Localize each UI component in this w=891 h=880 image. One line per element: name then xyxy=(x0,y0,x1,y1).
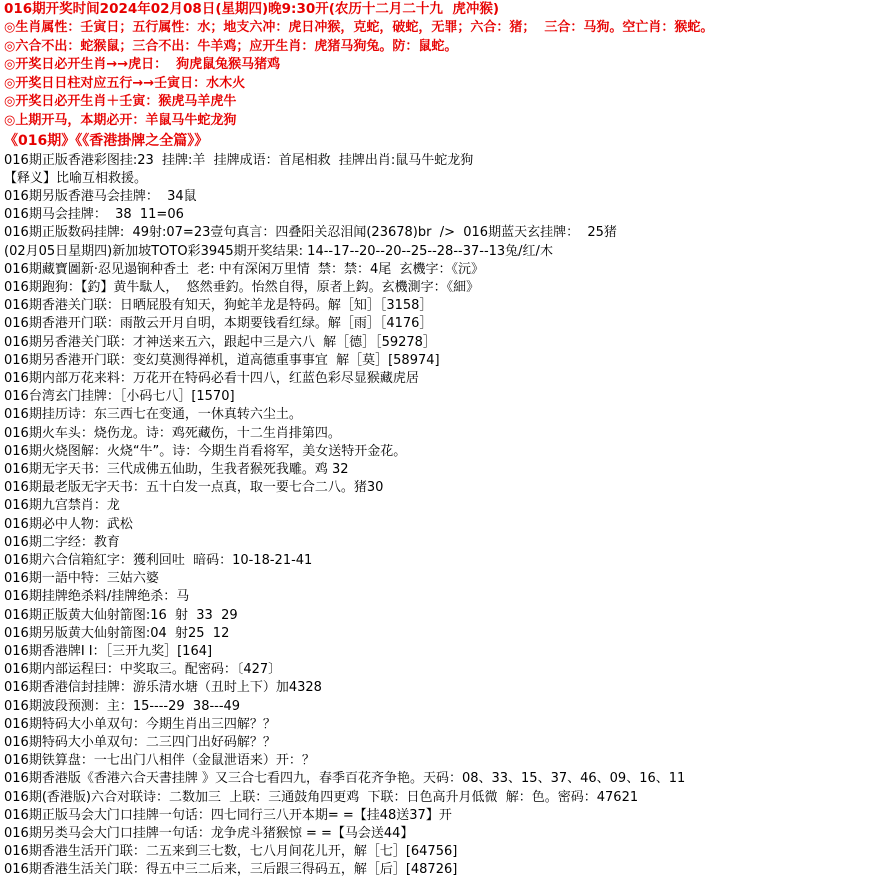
content-line: 016期正版数码挂牌: 49射:07=23壹句真言：四叠阳关忍泪闻(23678)br /> 016期蓝天玄挂牌： 25猪 xyxy=(4,225,617,241)
content-line: 016期挂牌绝杀料/挂牌绝杀：马 xyxy=(4,589,190,605)
content-line: 016期火烧图解：火烧“牛”。诗：今期生肖看将军，美女送特开金花。 xyxy=(4,443,407,459)
content-line: 【释义】比喻互相救援。 xyxy=(4,170,148,186)
content-line: 016期香港牌I I：［三开九奖］[164] xyxy=(4,644,213,660)
header-line: ◎生肖属性：壬寅日；五行属性：水；地支六冲：虎日冲猴，克蛇，破蛇，无罪；六合：猪； 三合：马狗。空亡肖：猴蛇。 xyxy=(4,20,714,35)
content-line: 016期火车头：烧伤龙。诗：鸡死藏伤，十二生肖排第四。 xyxy=(4,425,341,441)
content-line: 016期特码大小单双句：今期生肖出三四解？？ xyxy=(4,716,276,732)
header-line: ◎开奖日必开生肖→→虎日： 狗虎鼠兔猴马猪鸡 xyxy=(4,57,281,73)
content-line: 016期必中人物：武松 xyxy=(4,516,133,532)
content-line: 016期波段预测：主：15----29 38---49 xyxy=(4,698,241,714)
content-line: 016期香港生活开门联：二五来到三七数，七八月间花儿开，解［七］[64756] xyxy=(4,844,458,860)
content-line: 016期内部万花来料：万花开在特码必看十四八，红蓝色彩尽显猴藏虎居 xyxy=(4,371,419,386)
content-line: 016期正版黄大仙射箭图:16 射 33 29 xyxy=(4,607,238,623)
header-line: ◎上期开马，本期必开：羊鼠马牛蛇龙狗 xyxy=(4,112,237,128)
content-line: 016期正版香港彩图挂:23 挂牌:羊 挂牌成语：首尾相救 挂牌出肖:鼠马牛蛇龙狗 xyxy=(4,152,474,168)
content-line: 016期跑狗：【釣】黄牛駄人， 悠然垂釣。怡然自得，原者上鈎。玄機測字：《細》 xyxy=(4,279,480,295)
header-line: 016期开奖时间2024年02月08日(星期四)晚9:30开(农历十二月二十九 虎冲猴) xyxy=(4,1,499,17)
content-line: 016期特码大小单双句：二三四门出好码解？？ xyxy=(4,735,276,751)
content-line: (02月05日星期四)新加坡TOTO彩3945期开奖结果: 14--17--20--20--25--28--37--13兔/红/木 xyxy=(4,243,553,259)
content-line: 016期另香港关门联：才神送来五六，跟起中三是六八 解［德］［59278］ xyxy=(4,334,436,350)
content-line: 016期最老版无字天书：五十白发一点真，取一要七合二八。猪30 xyxy=(4,480,384,496)
header-block xyxy=(0,0,891,131)
body-block xyxy=(0,152,891,880)
header-line: ◎六合不出：蛇猴鼠；三合不出：牛羊鸡；应开生肖：虎猪马狗兔。防：鼠蛇。 xyxy=(4,38,458,54)
content-line: 016台湾玄门挂牌：［小码七八］[1570] xyxy=(4,389,235,405)
content-line: 016期香港关门联：日晒屁股有知天，狗蛇羊龙是特码。解［知］［3158］ xyxy=(4,298,433,314)
content-line: 016期九宫禁肖：龙 xyxy=(4,498,120,514)
content-line: 016期正版马会大门口挂牌一句话：四七同行三八开本期= =【挂48送37】开 xyxy=(4,807,452,823)
content-line: 016期香港生活关门联：得五中三二后来，三后跟三得码五，解［后］[48726] xyxy=(4,862,458,878)
header-line: ◎开奖日必开生肖＋壬寅：猴虎马羊虎牛 xyxy=(4,94,237,110)
content-line: 016期另香港开门联：变幻莫测得禅机，道高德重事事宜 解［莫］[58974] xyxy=(4,352,440,368)
content-line: 016期香港信封挂牌：游乐清水塘（丑时上下）加4328 xyxy=(4,680,322,696)
content-line: 016期藏寶圖新·忍见遢锏种香土 老: 中有深闲万里情 禁：禁：4尾 玄機字：《沅》 xyxy=(4,261,485,277)
section-title: 《016期》《《香港掛牌之全篇》》 xyxy=(4,132,209,149)
content-line: 016期六合信箱紅字：獲利回吐 暗码：10-18-21-41 xyxy=(4,553,313,569)
content-line: 016期香港开门联：雨散云开月自明，本期要钱看红绿。解［雨］［4176］ xyxy=(4,316,433,332)
content-line: 016期内部运程曰：中奖取三。配密码：〔427〕 xyxy=(4,662,282,678)
content-line: 016期马会挂牌： 38 11=06 xyxy=(4,207,184,223)
content-line: 016期香港版《香港六合天書挂牌 》又三合七看四九，春季百花齐争艳。天码：08、33、15、37、46、09、16、11 xyxy=(4,771,686,787)
content-line: 016期二字经：教育 xyxy=(4,534,120,550)
content-line: 016期无字天书：三代成佛五仙助，生我者猴死我雕。鸡 32 xyxy=(4,462,349,478)
header-line: ◎开奖日日柱对应五行→→壬寅日：水木火 xyxy=(4,75,246,91)
content-line: 016期一語中特：三姑六婆 xyxy=(4,571,159,587)
content-line: 016期(香港版)六合对联诗：二数加三 上联：三通鼓角四更鸡 下联：日色高升月低微 解：色。密码：47621 xyxy=(4,789,639,805)
content-line: 016期另版香港马会挂牌： 34鼠 xyxy=(4,188,197,204)
content-line: 016期挂历诗：东三西七在变通，一休真转六尘土。 xyxy=(4,407,302,423)
content-line: 016期铁算盘：一七出门八相伴（金鼠泄语来）开：？ xyxy=(4,753,315,769)
content-line: 016期另版黄大仙射箭图:04 射25 12 xyxy=(4,625,230,641)
content-line: 016期另类马会大门口挂牌一句话：龙争虎斗猪猴惊 = =【马会送44】 xyxy=(4,826,414,842)
